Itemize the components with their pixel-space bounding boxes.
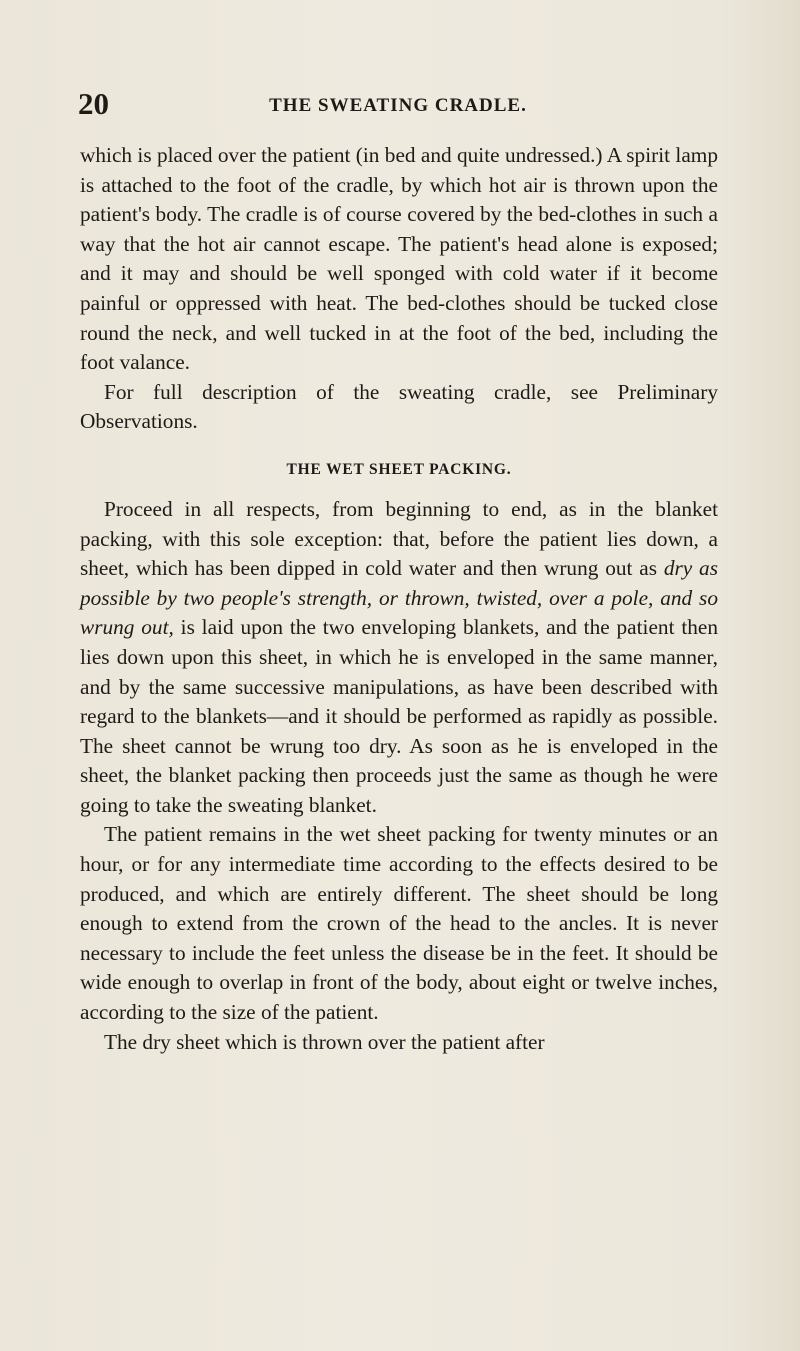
page-body — [80, 141, 718, 1057]
paragraph-2: For full description of the sweating cradle, see Preliminary Observations. — [80, 379, 718, 434]
paragraph-4: The patient remains in the wet sheet packing for twenty minutes or an hour, or for any intermediate time according to the effects desired to be produced, and which are entirely different. The sheet should be long enough to extend from the crown of the head to the ancles. It is never necessary to include the feet unless the disease be in the feet. It should be wide enough to overlap in front of the body, about eight or twelve inches, according to the size of the patient. — [80, 822, 718, 1025]
running-head: THE SWEATING CRADLE. — [269, 95, 527, 116]
page-number: 20 — [78, 86, 109, 121]
page-header — [78, 84, 718, 124]
paragraph-3-text-b: is laid upon the two enveloping blankets, and the patient then lies down upon this sheet, in which he is enveloped in the same manner, and by the same successive manipulations, as have been described with regard to the blankets—and it should be performed as rapidly as possible. The sheet cannot be wrung too dry. As soon as he is enveloped in the sheet, the blanket packing then proceeds just the same as though he were going to take the sweating blanket. — [80, 615, 718, 817]
paragraph-1: which is placed over the patient (in bed and quite undressed.) A spirit lamp is attached to the foot of the cradle, by which hot air is thrown upon the patient's body. The cradle is of course covered by the bed-clothes in such a way that the hot air cannot escape. The patient's head alone is exposed; and it may and should be well sponged with cold water if it become painful or oppressed with heat. The bed-clothes should be tucked close round the neck, and well tucked in at the foot of the bed, including the foot valance. — [80, 143, 718, 375]
section-heading: THE WET SHEET PACKING. — [286, 460, 512, 478]
paragraph-3-text-a: Proceed in all respects, from beginning to end, as in the blanket packing, with this sole exception: that, before the patient lies down, a sheet, which has been dipped in cold water and then wrung out as — [80, 496, 718, 581]
paragraph-3 — [80, 495, 718, 821]
paragraph-5: The dry sheet which is thrown over the patient after — [104, 1029, 545, 1054]
paragraph-3-italic: dry as possible by two people's strength, or thrown, twisted, over a pole, and so wrung out, — [80, 556, 718, 640]
